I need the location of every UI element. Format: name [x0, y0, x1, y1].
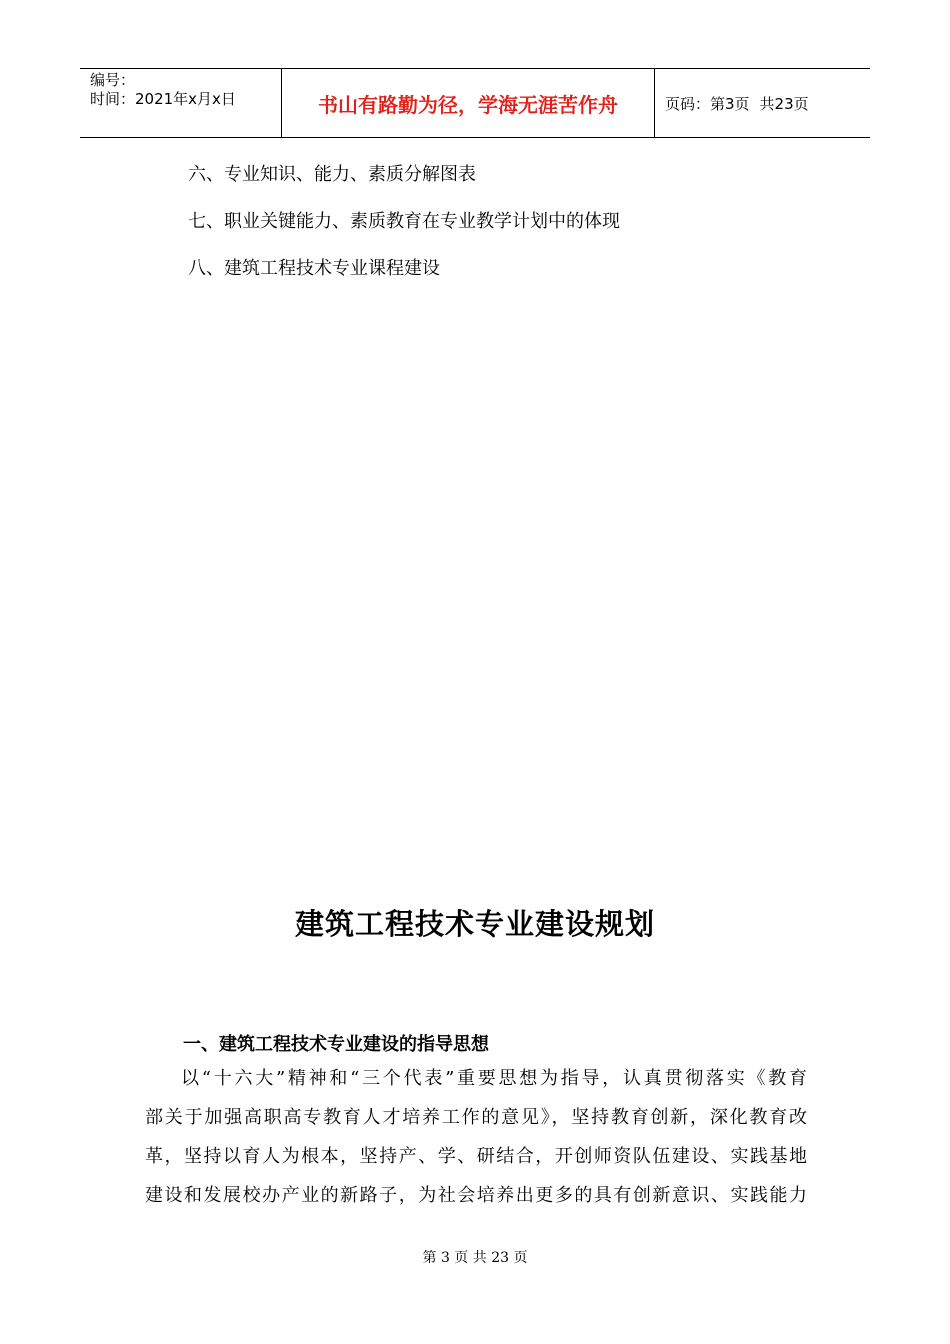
page-header — [80, 68, 870, 138]
document-title: 建筑工程技术专业建设规划 — [294, 907, 655, 941]
section-heading: 一、建筑工程技术专业建设的指导思想 — [183, 1034, 489, 1055]
header-page-current: 页码：第3页 — [665, 95, 750, 113]
paragraph-line: 以“十六大”精神和“三个代表”重要思想为指导，认真贯彻落实《教育 — [181, 1068, 807, 1089]
header-motto: 书山有路勤为径，学海无涯苦作舟 — [318, 93, 618, 117]
toc-item: 六、专业知识、能力、素质分解图表 — [188, 164, 476, 185]
paragraph-line: 部关于加强高职高专教育人才培养工作的意见》，坚持教育创新，深化教育改 — [145, 1107, 807, 1128]
paragraph-line: 革，坚持以育人为根本，坚持产、学、研结合，开创师资队伍建设、实践基地 — [145, 1146, 807, 1167]
toc-item: 七、职业关键能力、素质教育在专业教学计划中的体现 — [188, 211, 620, 232]
paragraph-line: 建设和发展校办产业的新路子，为社会培养出更多的具有创新意识、实践能力 — [145, 1185, 807, 1206]
header-page-info — [665, 93, 809, 114]
document-number-label: 编号： — [90, 71, 136, 89]
page-footer: 第 3 页 共 23 页 — [422, 1250, 528, 1266]
header-divider — [654, 69, 655, 137]
document-date: 时间：2021年x月x日 — [90, 90, 236, 108]
toc-item: 八、建筑工程技术专业课程建设 — [188, 258, 440, 279]
header-page-total: 共23页 — [759, 95, 809, 113]
body-paragraph — [145, 1064, 825, 1220]
header-meta — [90, 71, 236, 109]
